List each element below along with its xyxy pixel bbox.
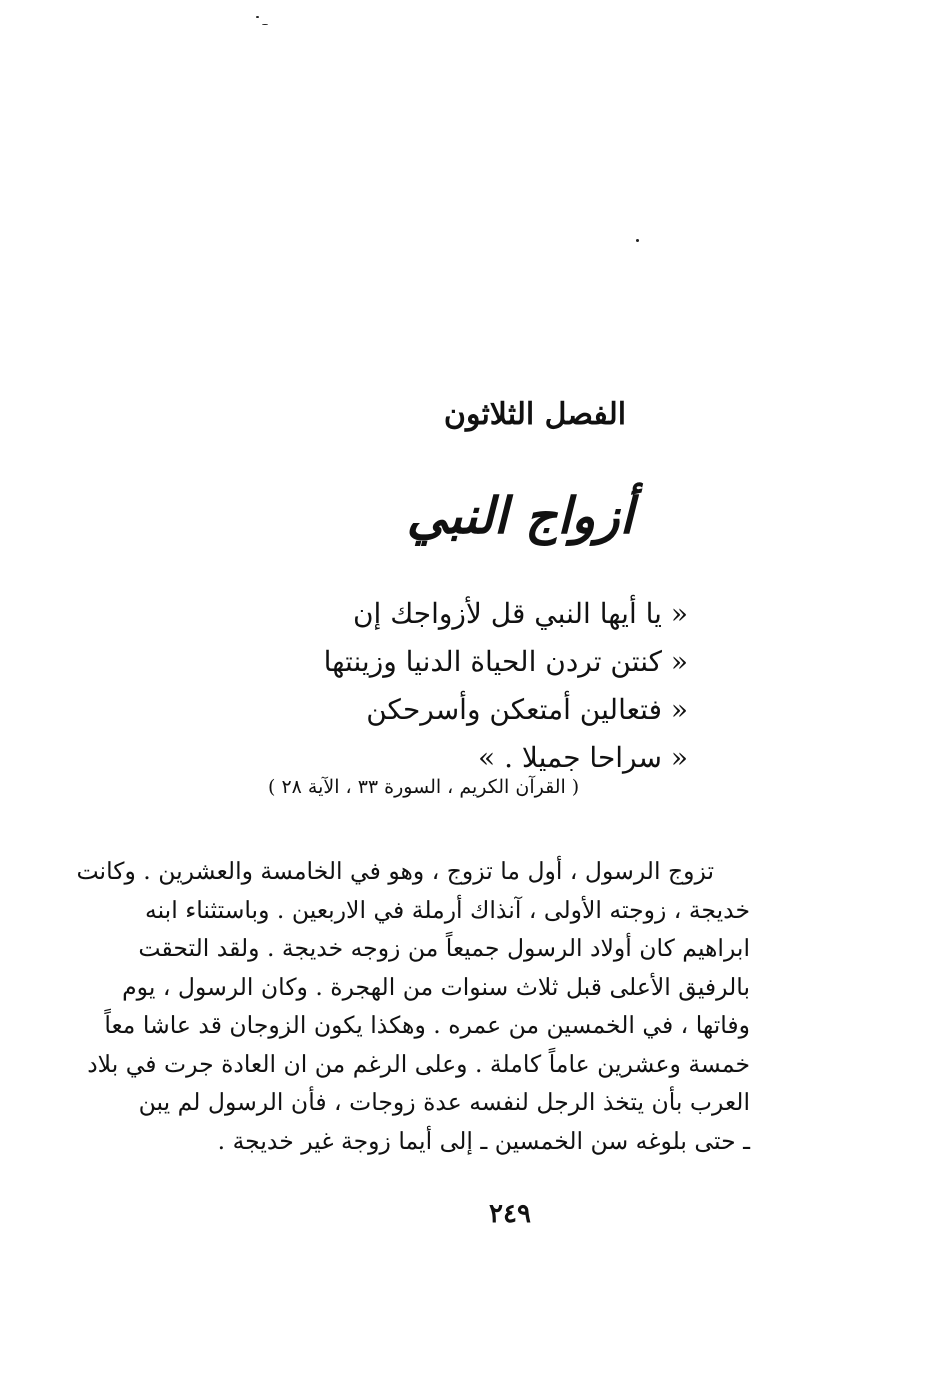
- paragraph-line: تزوج الرسول ، أول ما تزوج ، وهو في الخامسة والعشرين . وكانت: [76, 857, 714, 885]
- chapter-title: أزواج النبي: [406, 486, 634, 545]
- body-paragraph: [76, 852, 750, 1160]
- paragraph-line: خديجة ، زوجته الأولى ، آنذاك أرملة في الاربعين . وباستثناء ابنه: [144, 895, 750, 924]
- paragraph-line: ابراهيم كان أولاد الرسول جميعاً من زوجه خديجة . ولقد التحقت: [138, 934, 750, 962]
- page-number: ٢٤٩: [489, 1199, 531, 1229]
- epigraph-line: « يا أيها النبي قل لأزواجك إن: [352, 597, 688, 630]
- paragraph-line: العرب بأن يتخذ الرجل لنفسه عدة زوجات ، فأن الرسول لم يبن: [138, 1088, 750, 1116]
- epigraph-line: « فتعالين أمتعكن وأسرحكن: [366, 693, 688, 726]
- epigraph-line: « سراحا جميلا . »: [478, 741, 688, 774]
- paragraph-line: بالرفيق الأعلى قبل ثلاث سنوات من الهجرة . وكان الرسول ، يوم: [122, 972, 750, 1001]
- epigraph-citation: ( القرآن الكريم ، السورة ٣٣ ، الآية ٢٨ ): [268, 776, 580, 798]
- quran-epigraph: [268, 590, 688, 782]
- scan-speck: [262, 24, 268, 25]
- chapter-label: الفصل الثلاثون: [443, 397, 627, 432]
- paragraph-line: ـ حتى بلوغه سن الخمسين ـ إلى أيما زوجة غير خديجة .: [217, 1126, 750, 1155]
- scan-speck: [256, 16, 259, 18]
- paragraph-line: وفاتها ، في الخمسين من عمره . وهكذا يكون الزوجان قد عاشا معاً: [104, 1011, 750, 1039]
- scan-speck: [636, 239, 639, 242]
- epigraph-line: « كنتن تردن الحياة الدنيا وزينتها: [323, 645, 688, 678]
- paragraph-line: خمسة وعشرين عاماً كاملة . وعلى الرغم من ان العادة جرت في بلاد: [87, 1049, 750, 1078]
